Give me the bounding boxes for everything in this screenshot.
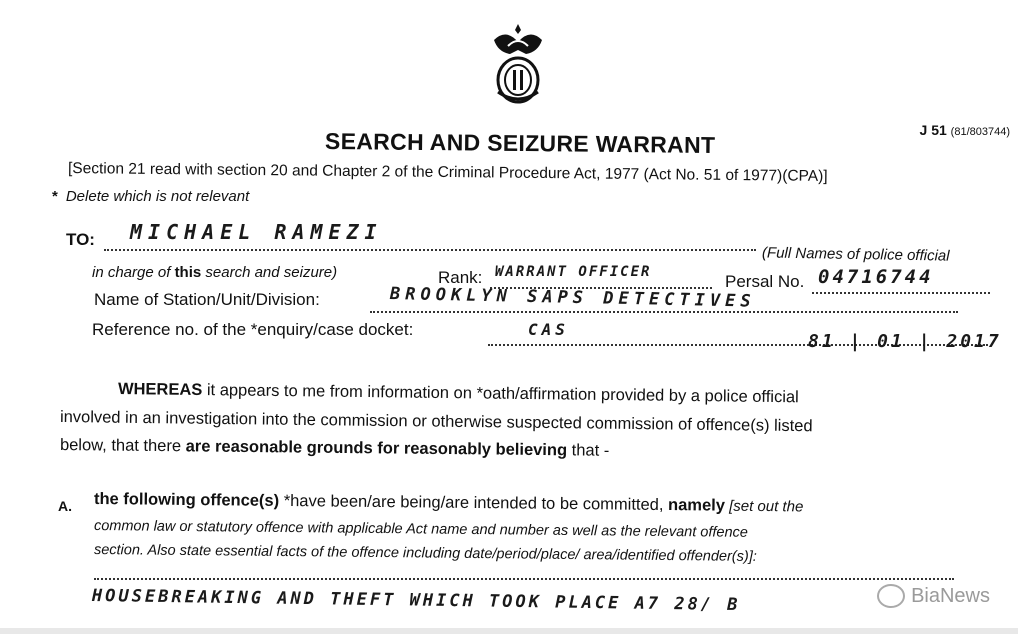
- persal-dotted-line: [812, 292, 990, 294]
- bottom-scan-edge: [0, 628, 1018, 634]
- form-reference: (81/803744): [950, 126, 1010, 138]
- in-charge-hint-start: in charge of: [92, 264, 175, 281]
- name-dotted-line: [104, 249, 756, 251]
- delete-note: [52, 188, 249, 205]
- section-reference: [Section 21 read with section 20 and Chapter 2 of the Criminal Procedure Act, 1977 (Act No. 51 of 1977)(CPA)]: [67, 160, 828, 185]
- whereas-line-3: [60, 436, 609, 461]
- reference-label: Reference no. of the *enquiry/case docket:: [92, 320, 414, 339]
- offence-hint-1: [set out the: [724, 497, 804, 516]
- whereas-line-3-end: that -: [567, 441, 610, 460]
- whereas-lead: WHEREAS: [117, 380, 203, 400]
- coat-of-arms-logo: [486, 20, 550, 106]
- chat-bubble-icon: [877, 584, 905, 608]
- item-a-heading: [94, 490, 804, 516]
- in-charge-hint: [92, 264, 337, 281]
- watermark: [877, 584, 990, 608]
- namely-text: namely: [667, 496, 726, 515]
- rank-label: Rank:: [438, 268, 483, 287]
- persal-label: Persal No.: [725, 272, 805, 291]
- item-a-letter: A.: [58, 498, 72, 514]
- offence-hint-3: section. Also state essential facts of the offence including date/period/place/ area/identified offender(s)]:: [93, 542, 757, 565]
- document-title: SEARCH AND SEIZURE WARRANT: [324, 127, 716, 159]
- station-value: BROOKLYN SAPS DETECTIVES: [389, 284, 756, 312]
- station-label: Name of Station/Unit/Division:: [94, 290, 320, 309]
- offence-handwritten-value: HOUSEBREAKING AND THEFT WHICH TOOK PLACE A7 28/ B: [91, 586, 741, 616]
- offences-heading-text: *have been/are being/are intended to be committed,: [279, 491, 669, 515]
- persal-value: 04716744: [818, 266, 934, 288]
- whereas-line-1-text: it appears to me from information on *oath/affirmation provided by a police official: [202, 381, 799, 407]
- full-names-hint: (Full Names of police official: [761, 244, 950, 265]
- offence-dotted-line: [94, 578, 954, 580]
- whereas-line-2: involved in an investigation into the commission or otherwise suspected commission of offence(s) listed: [59, 408, 813, 436]
- whereas-line-3-start: below, that there: [59, 436, 186, 456]
- rank-value: WARRANT OFFICER: [495, 264, 652, 280]
- case-docket-date: 81 | 01 | 2017: [808, 331, 1002, 352]
- offences-heading: the following offence(s): [93, 490, 280, 510]
- offence-hint-2: common law or statutory offence with applicable Act name and number as well as the relevant offence: [93, 518, 748, 541]
- to-label: TO:: [66, 230, 95, 249]
- watermark-text: BiaNews: [911, 584, 990, 607]
- in-charge-hint-end: search and seizure): [201, 264, 338, 281]
- whereas-line-1: [118, 380, 799, 407]
- official-name-value: MICHAEL RAMEZI: [130, 220, 383, 244]
- asterisk-marker: *: [52, 188, 58, 205]
- reasonable-grounds-text: are reasonable grounds for reasonably believing: [185, 437, 568, 460]
- in-charge-hint-bold: this: [174, 264, 202, 281]
- form-code: [920, 122, 1010, 138]
- station-dotted-line: [370, 311, 958, 313]
- delete-note-text: Delete which is not relevant: [65, 188, 250, 205]
- form-number: J 51: [919, 122, 947, 138]
- case-docket-value: CAS: [528, 320, 569, 339]
